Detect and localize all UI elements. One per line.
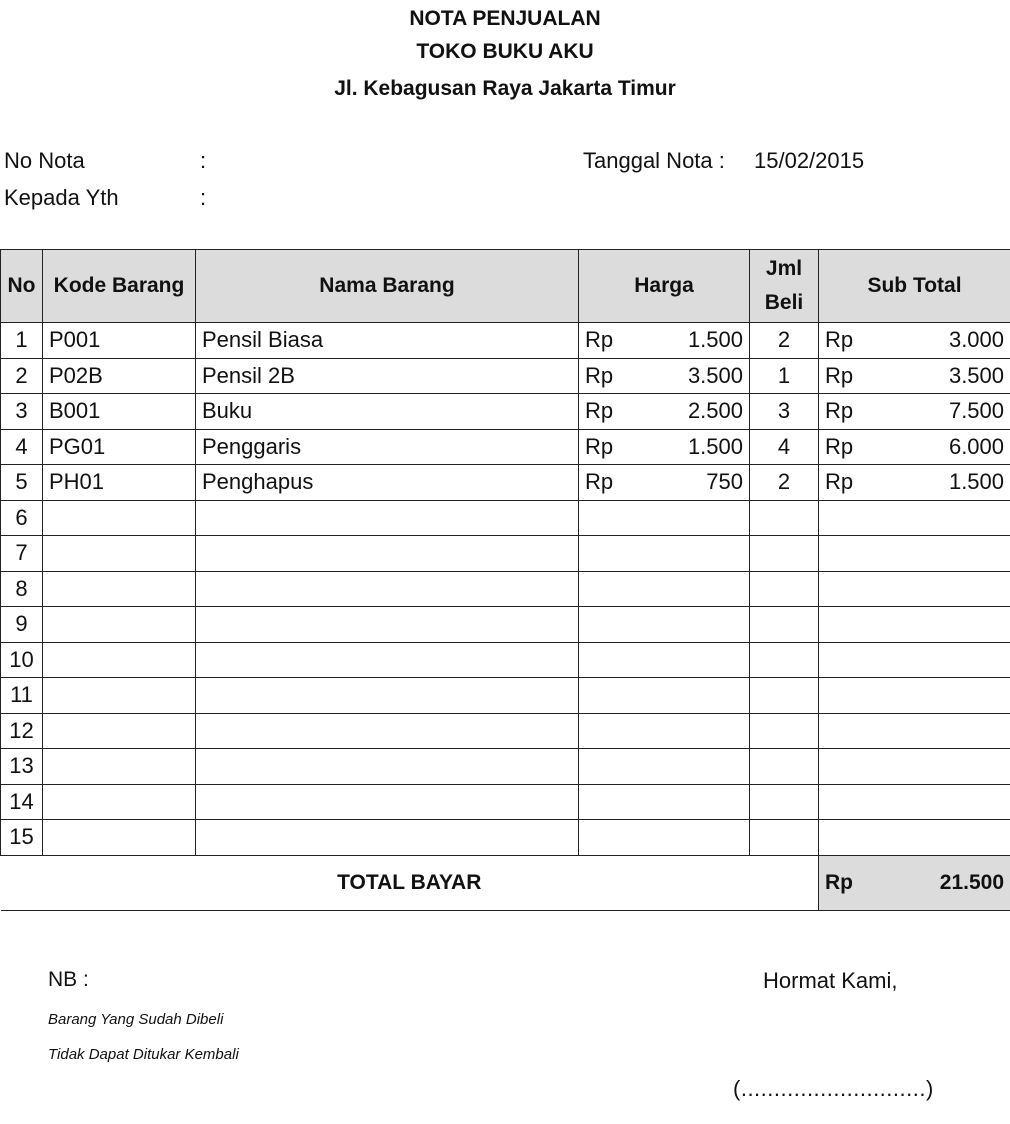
cell-subtotal-currency: Rp: [819, 429, 877, 465]
cell-subtotal-currency: [819, 642, 877, 678]
cell-harga-currency: [579, 571, 637, 607]
cell-harga: [637, 536, 750, 572]
cell-harga-currency: [579, 678, 637, 714]
cell-jml: [750, 784, 819, 820]
cell-jml: 3: [750, 394, 819, 430]
cell-no: 13: [1, 749, 43, 785]
cell-subtotal-currency: [819, 678, 877, 714]
cell-subtotal: [877, 749, 1010, 785]
cell-harga: [637, 571, 750, 607]
cell-jml: [750, 713, 819, 749]
cell-no: 10: [1, 642, 43, 678]
cell-subtotal-currency: [819, 536, 877, 572]
cell-harga-currency: [579, 536, 637, 572]
receipt-title: NOTA PENJUALAN: [409, 7, 601, 30]
cell-kode: [43, 678, 196, 714]
cell-harga: 1.500: [637, 429, 750, 465]
cell-subtotal-currency: [819, 749, 877, 785]
cell-no: 4: [1, 429, 43, 465]
cell-harga-currency: Rp: [579, 465, 637, 501]
cell-subtotal: [877, 607, 1010, 643]
cell-harga: [637, 784, 750, 820]
cell-kode: P02B: [43, 358, 196, 394]
header-harga: Harga: [579, 250, 750, 323]
cell-harga-currency: Rp: [579, 394, 637, 430]
table-body: [1, 323, 1010, 856]
table-row: [1, 678, 1010, 714]
table-row: [1, 323, 1010, 359]
total-label: TOTAL BAYAR: [1, 855, 819, 910]
cell-jml: [750, 642, 819, 678]
note-line-1: Barang Yang Sudah Dibeli: [48, 1011, 224, 1028]
cell-subtotal-currency: [819, 820, 877, 856]
cell-no: 12: [1, 713, 43, 749]
cell-nama: Pensil 2B: [196, 358, 579, 394]
cell-harga-currency: [579, 784, 637, 820]
cell-subtotal: [877, 536, 1010, 572]
cell-nama: [196, 536, 579, 572]
cell-harga-currency: [579, 607, 637, 643]
cell-nama: Pensil Biasa: [196, 323, 579, 359]
cell-subtotal: [877, 571, 1010, 607]
cell-nama: [196, 784, 579, 820]
table-row: [1, 820, 1010, 856]
hormat-kami: Hormat Kami,: [763, 968, 898, 993]
table-header-row: [1, 250, 1010, 323]
cell-nama: [196, 678, 579, 714]
kepada-label: Kepada Yth: [4, 185, 119, 210]
cell-nama: [196, 500, 579, 536]
cell-harga: [637, 713, 750, 749]
cell-harga: 3.500: [637, 358, 750, 394]
cell-harga: [637, 749, 750, 785]
note-line-2: Tidak Dapat Ditukar Kembali: [48, 1046, 239, 1063]
cell-subtotal: [877, 500, 1010, 536]
cell-subtotal: 7.500: [877, 394, 1010, 430]
cell-subtotal: 3.000: [877, 323, 1010, 359]
header-jml-line2: Beli: [764, 291, 804, 314]
total-value: 21.500: [877, 855, 1010, 910]
total-row: [1, 855, 1010, 910]
cell-nama: [196, 749, 579, 785]
table-row: [1, 713, 1010, 749]
cell-harga-currency: [579, 749, 637, 785]
cell-harga: [637, 678, 750, 714]
cell-kode: [43, 713, 196, 749]
cell-subtotal: 3.500: [877, 358, 1010, 394]
cell-jml: 2: [750, 465, 819, 501]
cell-kode: PG01: [43, 429, 196, 465]
cell-no: 7: [1, 536, 43, 572]
table-row: [1, 571, 1010, 607]
cell-nama: Buku: [196, 394, 579, 430]
cell-no: 11: [1, 678, 43, 714]
cell-subtotal-currency: Rp: [819, 323, 877, 359]
cell-kode: [43, 820, 196, 856]
cell-nama: [196, 642, 579, 678]
cell-subtotal-currency: Rp: [819, 394, 877, 430]
cell-jml: 1: [750, 358, 819, 394]
cell-jml: [750, 571, 819, 607]
cell-nama: Penggaris: [196, 429, 579, 465]
store-address: Jl. Kebagusan Raya Jakarta Timur: [334, 77, 676, 100]
cell-kode: [43, 642, 196, 678]
cell-no: 9: [1, 607, 43, 643]
cell-jml: [750, 607, 819, 643]
tanggal-label: Tanggal Nota :: [583, 148, 725, 173]
no-nota-label: No Nota: [4, 148, 85, 173]
header-jml: [750, 250, 819, 323]
cell-no: 8: [1, 571, 43, 607]
cell-subtotal-currency: [819, 784, 877, 820]
header-jml-line1: Jml: [765, 257, 803, 280]
cell-subtotal-currency: [819, 607, 877, 643]
cell-subtotal-currency: [819, 500, 877, 536]
cell-kode: [43, 784, 196, 820]
cell-kode: [43, 571, 196, 607]
cell-harga-currency: [579, 713, 637, 749]
cell-jml: [750, 678, 819, 714]
cell-harga: [637, 820, 750, 856]
cell-harga-currency: [579, 820, 637, 856]
cell-no: 3: [1, 394, 43, 430]
cell-subtotal: [877, 784, 1010, 820]
cell-harga: 2.500: [637, 394, 750, 430]
table-row: [1, 465, 1010, 501]
cell-subtotal: [877, 642, 1010, 678]
signature-line: (............................): [733, 1076, 934, 1101]
cell-subtotal: [877, 820, 1010, 856]
header-subtotal: Sub Total: [819, 250, 1010, 323]
cell-harga-currency: Rp: [579, 358, 637, 394]
cell-no: 14: [1, 784, 43, 820]
cell-harga-currency: Rp: [579, 323, 637, 359]
cell-subtotal-currency: Rp: [819, 358, 877, 394]
cell-no: 2: [1, 358, 43, 394]
table-row: [1, 642, 1010, 678]
cell-subtotal: 6.000: [877, 429, 1010, 465]
cell-harga-currency: Rp: [579, 429, 637, 465]
cell-harga-currency: [579, 500, 637, 536]
table-row: [1, 500, 1010, 536]
cell-nama: [196, 607, 579, 643]
table-row: [1, 784, 1010, 820]
cell-no: 6: [1, 500, 43, 536]
cell-harga-currency: [579, 642, 637, 678]
cell-harga: [637, 607, 750, 643]
cell-kode: [43, 500, 196, 536]
table-row: [1, 749, 1010, 785]
cell-kode: PH01: [43, 465, 196, 501]
cell-nama: Penghapus: [196, 465, 579, 501]
cell-jml: [750, 820, 819, 856]
cell-nama: [196, 571, 579, 607]
table-row: [1, 358, 1010, 394]
table-row: [1, 536, 1010, 572]
tanggal-value: 15/02/2015: [754, 148, 865, 173]
nb-label: NB :: [48, 968, 89, 991]
cell-no: 15: [1, 820, 43, 856]
kepada-colon: :: [200, 185, 207, 210]
cell-harga: [637, 642, 750, 678]
cell-kode: B001: [43, 394, 196, 430]
store-name: TOKO BUKU AKU: [416, 40, 594, 63]
receipt-meta: [0, 0, 1010, 230]
header-no: No: [1, 250, 43, 323]
cell-nama: [196, 713, 579, 749]
cell-kode: [43, 536, 196, 572]
cell-kode: [43, 749, 196, 785]
cell-jml: 4: [750, 429, 819, 465]
cell-subtotal: 1.500: [877, 465, 1010, 501]
cell-kode: [43, 607, 196, 643]
cell-kode: P001: [43, 323, 196, 359]
cell-subtotal-currency: Rp: [819, 465, 877, 501]
no-nota-colon: :: [200, 148, 207, 173]
cell-jml: [750, 536, 819, 572]
cell-jml: [750, 749, 819, 785]
cell-no: 1: [1, 323, 43, 359]
cell-jml: [750, 500, 819, 536]
header-nama: Nama Barang: [196, 250, 579, 323]
total-currency: Rp: [819, 855, 877, 910]
table-row: [1, 607, 1010, 643]
cell-subtotal-currency: [819, 713, 877, 749]
cell-no: 5: [1, 465, 43, 501]
cell-subtotal: [877, 678, 1010, 714]
header-kode: Kode Barang: [43, 250, 196, 323]
cell-subtotal-currency: [819, 571, 877, 607]
cell-nama: [196, 820, 579, 856]
cell-harga: 750: [637, 465, 750, 501]
cell-subtotal: [877, 713, 1010, 749]
table-row: [1, 429, 1010, 465]
cell-jml: 2: [750, 323, 819, 359]
cell-harga: [637, 500, 750, 536]
items-table: [0, 249, 1010, 911]
cell-harga: 1.500: [637, 323, 750, 359]
table-row: [1, 394, 1010, 430]
